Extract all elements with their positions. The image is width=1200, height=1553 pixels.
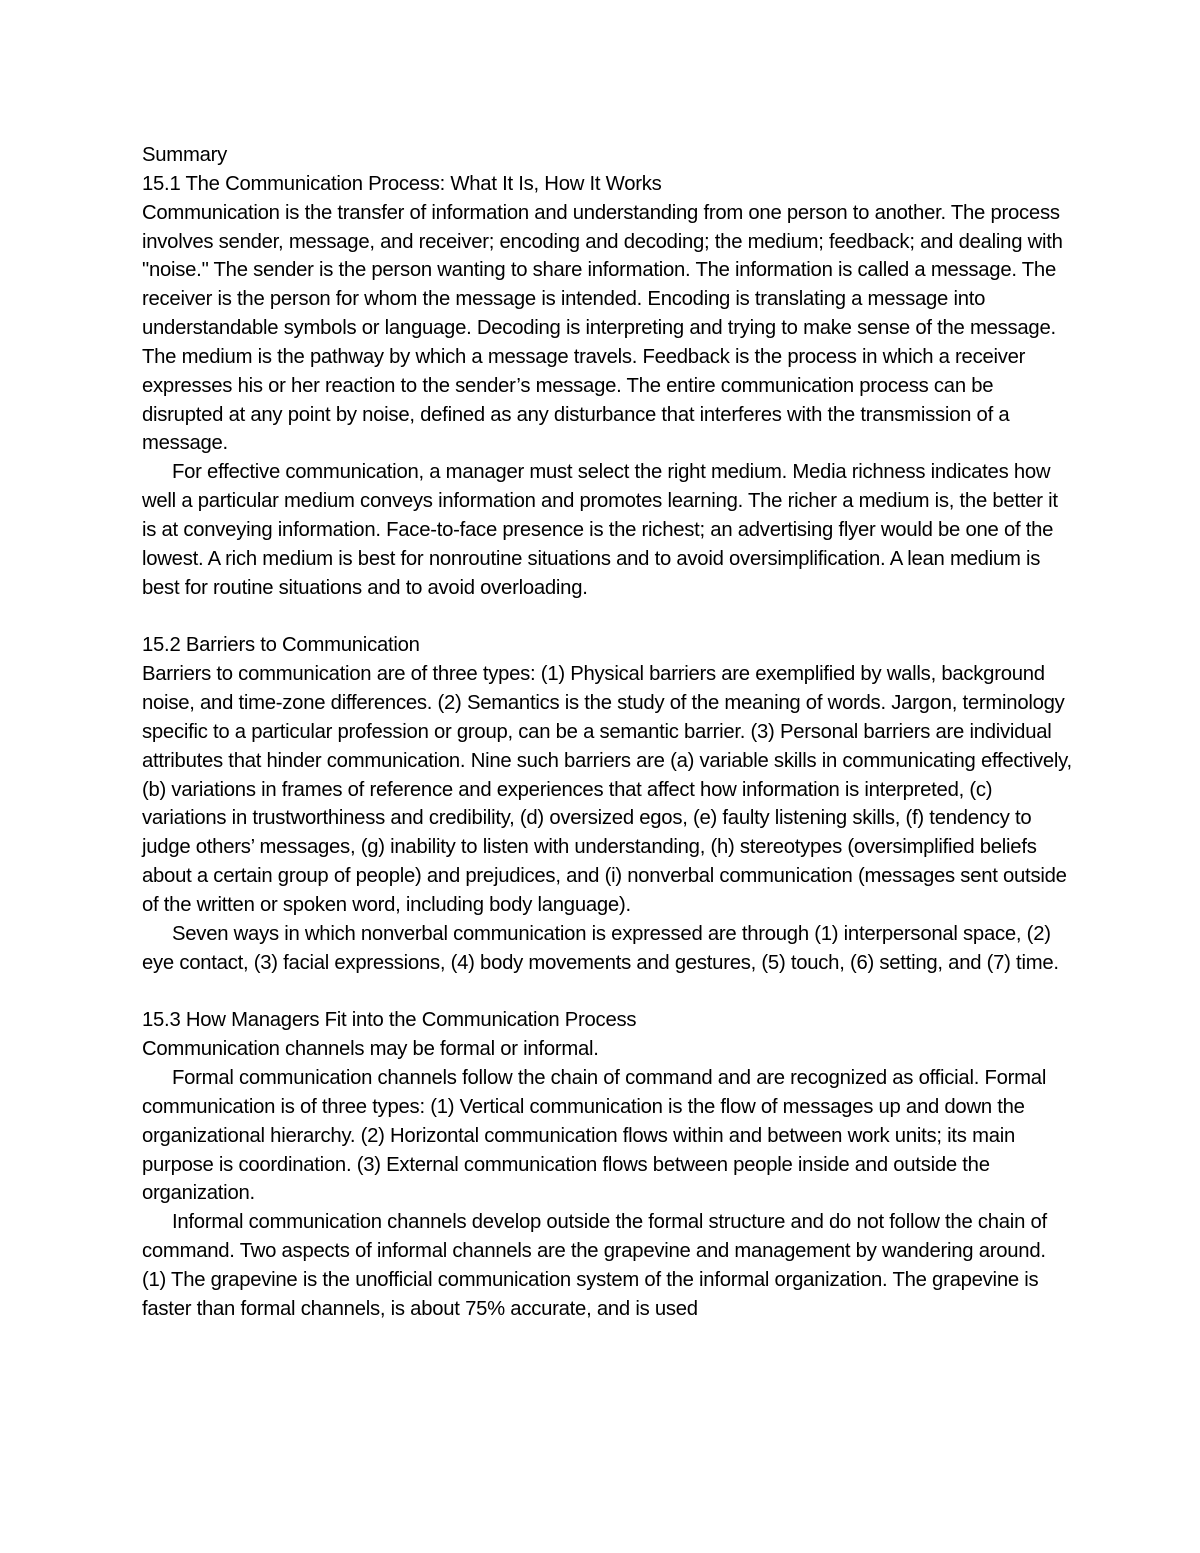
paragraph: Formal communication channels follow the chain of command and are recognized as official. Formal communication is of three types: (1) Vertical communication is the flow of messages up and down the organizational hierarchy. (2) Horizontal communication flows within and between work units; its main purpose is coordination. (3) External communication flows between people inside and outside the organization.: [142, 1067, 1047, 1205]
section-heading-15-3: 15.3 How Managers Fit into the Communication Process: [142, 1009, 637, 1032]
section-heading-15-1: 15.1 The Communication Process: What It Is, How It Works: [142, 172, 662, 195]
paragraph: Seven ways in which nonverbal communication is expressed are through (1) interpersonal space, (2) eye contact, (3) facial expressions, (4) body movements and gestures, (5) touch, (6) setting, and (7) time.: [142, 922, 1059, 974]
section-spacer: [142, 977, 1072, 1006]
document-page: [142, 141, 1072, 1324]
paragraph: Informal communication channels develop outside the formal structure and do not follow the chain of command. Two aspects of informal channels are the grapevine and management by wandering around. (1) The grapevine is the unofficial communication system of the informal organization. The grapevine is faster than formal channels, is about 75% accurate, and is used: [142, 1211, 1047, 1320]
paragraph: For effective communication, a manager must select the right medium. Media richness indicates how well a particular medium conveys information and promotes learning. The richer a medium is, the better it is at conveying information. Face-to-face presence is the richest; an advertising flyer would be one of the lowest. A rich medium is best for nonroutine situations and to avoid oversimplification. A lean medium is best for routine situations and to avoid overloading.: [142, 461, 1058, 599]
paragraph: Barriers to communication are of three types: (1) Physical barriers are exemplified by walls, background noise, and time-zone differences. (2) Semantics is the study of the meaning of words. Jargon, terminology specific to a particular profession or group, can be a semantic barrier. (3) Personal barriers are individual attributes that hinder communication. Nine such barriers are (a) variable skills in communicating effectively, (b) variations in frames of reference and experiences that affect how information is interpreted, (c) variations in trustworthiness and credibility, (d) oversized egos, (e) faulty listening skills, (f) tendency to judge others’ messages, (g) inability to listen with understanding, (h) stereotypes (oversimplified beliefs about a certain group of people) and prejudices, and (i) nonverbal communication (messages sent outside of the written or spoken word, including body language).: [142, 663, 1072, 916]
section-spacer: [142, 603, 1072, 632]
paragraph: Communication is the transfer of information and understanding from one person to another. The process involves sender, message, and receiver; encoding and decoding; the medium; feedback; and dealing with "noise." The sender is the person wanting to share information. The information is called a message. The receiver is the person for whom the message is intended. Encoding is translating a message into understandable symbols or language. Decoding is interpreting and trying to make sense of the message. The medium is the pathway by which a message travels. Feedback is the process in which a receiver expresses his or her reaction to the sender’s message. The entire communication process can be disrupted at any point by noise, defined as any disturbance that interferes with the transmission of a message.: [142, 201, 1063, 455]
document-title: Summary: [142, 144, 228, 166]
paragraph: Communication channels may be formal or informal.: [142, 1038, 599, 1061]
section-heading-15-2: 15.2 Barriers to Communication: [142, 634, 420, 657]
